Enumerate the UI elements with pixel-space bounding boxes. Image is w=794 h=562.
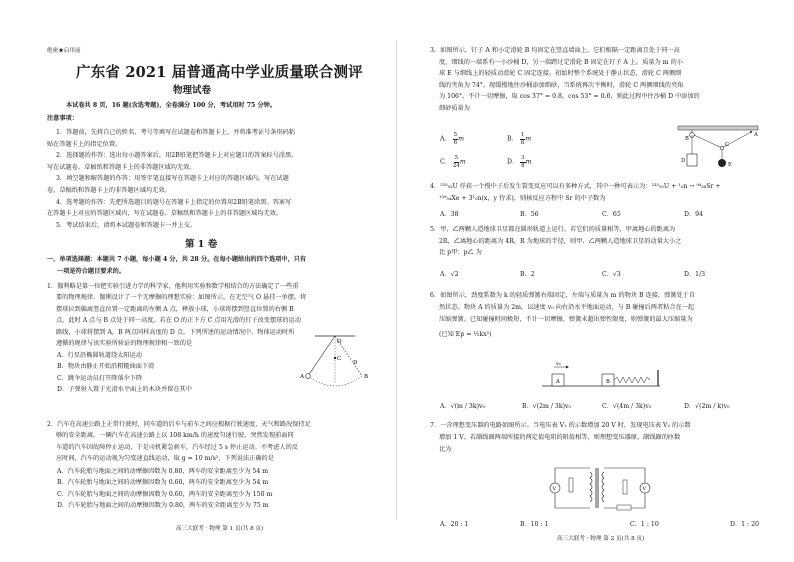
q2-choice-d: D．汽车轮胎与地面之间的动摩擦因数为 0.80，两车的安全距离至少为 75 m: [57, 502, 269, 510]
q3-choice-b-label: B．: [507, 135, 518, 143]
fraction-denominator: 8: [521, 162, 525, 169]
q4-choice-c: C．65: [602, 211, 621, 218]
q2-line: 车道的汽车因故障停止运动，于是司机紧急刹车，汽车经过 5 s 停止运动。不考虑人的反: [56, 443, 298, 451]
q3-line: 线的夹角为 74°。现缓慢地往沙桶添加细砂，当系统再次平衡时，滑轮 C 两侧细线的夹角: [439, 81, 684, 89]
q2-line: 应时间，汽车的运动视为匀变速直线运动，取 g = 10 m/s²，下列说法正确的是: [56, 455, 274, 463]
spring-block-figure: [542, 360, 662, 390]
q3-choice-a: [440, 132, 464, 146]
q4-line: 4．²³⁵₉₂U 俘获一个慢中子后发生裂变反应可以有多种方式，其中一种可表示为：²³⁵₉₂U + ¹₀n → ⁹⁴₃₈Sr +: [430, 183, 721, 190]
pendulum-label-d: D: [353, 360, 358, 366]
q5-choice-b: B．2: [520, 271, 535, 278]
q3-choice-a-label: A．: [440, 135, 451, 143]
pendulum-label-o: O: [337, 339, 342, 345]
q7-choice-d: D．1 : 20: [730, 521, 759, 528]
q5-choice-a: A．√2: [440, 271, 459, 278]
q3-choice-d-unit: m: [525, 158, 532, 166]
q6-choice-b-tail: v₀: [565, 403, 572, 410]
q6-choice-c-tail: v₀: [645, 403, 652, 410]
notice-line: 1．答题前，先将自己的姓名、考号等填写在试题卷和答题卡上，并将准考证号条形码粘: [56, 129, 296, 136]
notice-line: 写在试题卷、草稿纸和答题卡上的非答题区域均无效。: [47, 163, 196, 171]
q1-line: 遵循的规律与该实验所验证的物理规律相一致的是: [56, 340, 193, 348]
q1-choice-c: C．跳伞运动员打开降落伞下降: [57, 374, 143, 382]
fraction-numerator: 1: [520, 132, 525, 138]
q6-choice-a-label: A．: [440, 403, 451, 410]
spring-label-b: B: [606, 379, 610, 385]
q6-choice-b: [522, 403, 571, 412]
q3-line: 3．如图所示，钉子 A 和小定滑轮 B 均固定在竖直墙面上，它们相隔一定距离且处于同一高: [430, 47, 680, 54]
q6-choice-c-label: C．: [602, 403, 613, 410]
q4-line: ¹³⁹₅₄Xe + 3¹₀n(x，y 待求)，则核反应方程中 Sr 的中子数为: [439, 194, 606, 202]
q7-choice-a: A．20 : 1: [440, 521, 469, 528]
notice-heading: 注意事项：: [47, 115, 78, 122]
q3-choice-d: [507, 155, 532, 169]
q6-choice-d-tail: v₀: [723, 403, 730, 410]
q3-choice-c-fraction: [453, 155, 460, 169]
q3-line: 细砂质量为: [439, 104, 470, 112]
fraction-numerator: 5: [453, 132, 458, 138]
part-heading-line1: 一、单项选择题：本题共 7 小题，每小题 4 分，共 28 分。在每小题给出的四个选项中，只有: [47, 256, 307, 263]
q4-choice-b: B．56: [520, 211, 539, 218]
pulley-label-b: B: [685, 136, 689, 142]
confidential-label: 绝密★启用前: [47, 48, 81, 54]
q3-choice-b: [507, 132, 531, 146]
question-6-stem: [430, 290, 695, 341]
q1-line: 点，此时 A 点与 B 点处于同一高度。若在 O 的正下方 C 点用光滑的钉子改变摆球的运动: [56, 317, 301, 325]
q1-line: 要的物理规律。伽俐设计了一个无摩擦的理想实验：如图所示，在无空气 O 悬挂一单摆，将: [56, 294, 307, 302]
notice-line: 3．填空题和解答题的作答：用签字笔直接写在答题卡上对应的答题区域内，写在试题: [56, 175, 289, 183]
q7-line: 增加 1 V。若副线圈两端所接的两定值电阻的阻值相等，则理想变压器原、副线圈的匝数: [439, 433, 681, 441]
q1-line: 摆球拉到偏离竖直位置一定距离的左侧 A 点，释放小球，小球将摆到竖直位置的右侧 B: [56, 305, 294, 313]
q4-choice-a: A．38: [440, 211, 459, 218]
q6-line: 然状态。物块 A 的质量为 2m，以速度 v₀ 向右沿水平地面运动，与 B 碰撞后两者粘合在一起: [439, 303, 695, 311]
question-1-choices: [57, 350, 192, 396]
q2-line: 够的安全距离。一辆汽车在高速公路上以 108 km/h 的速度匀速行驶，突然发现前面同: [56, 432, 294, 440]
notice-line: 卷、草稿纸和答题卡上的非答题区域均无效。: [47, 186, 171, 194]
pulley-label-c: C: [725, 142, 729, 148]
q6-choice-a: [440, 403, 485, 412]
q1-choice-a: A．行星沿椭圆轨道绕太阳运动: [57, 352, 142, 359]
q6-choice-c-expr: √(4m / 3k): [612, 403, 646, 410]
q3-choice-c-label: C．: [440, 158, 451, 166]
fraction-denominator: 6: [453, 139, 458, 146]
q6-choice-b-expr: √(2m / 3k): [532, 403, 566, 410]
notice-line: 在答题卡上对应的答题区域内，写在试题卷、草稿纸和答题卡上的非答题区域均无效。: [47, 210, 283, 218]
q2-line: 2．汽车在高速公路上正常行驶时，同车道的后车与前车之间应根据行驶速度、天气和路况保持足: [47, 421, 311, 428]
q3-choice-a-unit: m: [458, 135, 464, 143]
q6-choice-c: [602, 403, 651, 412]
q5-line: 2R，乙离地心的距离为 4R，R 为地球的半径，则甲、乙两颗人造地球卫星的动量大小之: [439, 237, 682, 245]
fraction-denominator: 8: [520, 139, 525, 146]
q2-choice-c: C．汽车轮胎与地面之间的动摩擦因数为 0.60，两车的安全距离至少为 150 m: [57, 490, 273, 498]
page-footer: 高三大联考 · 物理 第 2 页(共 8 页): [557, 536, 645, 542]
pulley-figure: [672, 124, 767, 174]
transformer-figure: [545, 458, 655, 516]
q2-choice-b: B．汽车轮胎与地面之间的动摩擦因数为 0.60，两车的安全距离至少为 54 m: [57, 479, 269, 487]
q3-line: 为 106°。不计一切摩擦，取 cos 37° = 0.8，cos 53° = 0.6，则此过程中往沙桶 D 中添加的: [439, 93, 700, 101]
notice-line: 2．选择题的作答：选出每小题答案后，用2B铅笔把答题卡上对应题目的答案标号涂黑。: [56, 152, 298, 160]
q5-line: 5．甲、乙两颗人造地球卫星都在圆形轨道上运行。若它们的质量相等，甲离地心的距离为: [430, 226, 676, 233]
q1-line: 路线，小球将摆到 A，B 两点同样高度的 D 点。下列所述的运动情况中，物体运动时所: [56, 328, 295, 336]
question-5-stem: [430, 224, 681, 259]
question-3-stem: [430, 45, 700, 115]
q6-line: (已知 Ep = ½kx²): [439, 331, 492, 339]
notice-line: 4．选考题的作答：先把所选题目的题号在答题卡上指定的位置用2B铅笔涂黑。答案写: [56, 198, 292, 206]
pendulum-label-a: A: [300, 374, 304, 380]
spring-label-v0: v₀: [556, 362, 561, 367]
pendulum-label-b: B: [364, 374, 369, 380]
notice-line: 5．考试结束后，请将本试题卷和答题卡一并上交。: [56, 221, 197, 229]
question-2-stem: [47, 419, 311, 465]
q3-line: 度，细线的一端系有一小沙桶 D，另一端跨过定滑轮 B 固定在钉子 A 上。质量为 m 的小: [439, 58, 683, 66]
question-2-choices: [57, 466, 272, 512]
q3-choice-c: [440, 155, 466, 169]
q6-choice-d-label: D．: [684, 403, 696, 410]
page-footer: 高三大联考 · 物理 第 1 页(共 8 页): [176, 526, 264, 532]
q7-line: 7．一含理想变压器的电路如图所示。当电压表 V₁ 的示数增加 20 V 时，发现电压表 V₂ 的示数: [430, 422, 691, 429]
q3-choice-c-unit: m: [459, 158, 466, 166]
q6-choice-d: [684, 403, 729, 412]
q2-choice-a: A．汽车轮胎与地面之间的动摩擦因数为 0.80，两车的安全距离至少为 54 m: [57, 468, 269, 475]
q4-choice-d: D．94: [684, 211, 704, 218]
q6-choice-a-tail: v₀: [479, 403, 485, 410]
q1-line: 1．伽利略是第一位把实验引进力学的科学家，他利用实验和数学相结合的方法确定了一些重: [47, 283, 299, 290]
question-7-stem: [430, 420, 691, 455]
q7-line: 比为: [439, 445, 452, 453]
fraction-numerator: 5: [454, 155, 459, 161]
spring-label-a: A: [556, 379, 560, 385]
q6-line: 6．如图所示，劲度系数为 k 的轻质弹簧右端固定，左端与质量为 m 的物块 B 连接，弹簧处于自: [430, 292, 696, 299]
fraction-numerator: 3: [521, 155, 525, 161]
q7-choice-c: C．1 : 10: [630, 521, 659, 528]
q3-choice-d-label: D．: [507, 158, 519, 166]
pendulum-figure: [290, 334, 380, 394]
q1-choice-d: D．子弹射入置于光滑水平面上的木块并留在其中: [57, 386, 192, 394]
notice-list: [47, 127, 297, 231]
q5-choice-c: C．√3: [602, 271, 621, 278]
q5-line: 比 p甲：p乙 为: [439, 249, 482, 257]
notice-line: 贴在答题卡上的指定位置。: [47, 140, 122, 148]
q3-choice-b-unit: m: [525, 135, 532, 143]
q6-choice-b-label: B．: [522, 403, 533, 410]
question-1-stem: [47, 281, 306, 349]
voltmeter-2-label: V: [642, 486, 647, 492]
part-heading-line2: 一项是符合题目要求的。: [57, 268, 126, 275]
q3-line: 球 E 与细线上的轻质动滑轮 C 固定连接。初始时整个系统处于静止状态，滑轮 C 两侧细: [439, 70, 682, 78]
q5-choice-d: D．1/3: [684, 271, 706, 278]
q7-choice-b: B．10 : 1: [520, 521, 549, 528]
pulley-label-d: D: [681, 158, 686, 164]
fraction-denominator: 24: [452, 162, 460, 169]
section-title: 第 1 卷: [185, 239, 218, 250]
page-2: [397, 0, 794, 562]
q6-choice-a-expr: √(m / 3k): [450, 403, 479, 410]
q6-choice-d-expr: √(2m / k): [695, 403, 724, 410]
q1-choice-b: B．物块由静止开始沿粗糙曲面下滑: [57, 363, 155, 371]
exam-intro: 本试卷共 8 页，16 题(含选考题)，全卷满分 100 分，考试用时 75 分钟。: [66, 102, 277, 109]
question-4-stem: [430, 181, 721, 204]
pendulum-label-c: C: [337, 356, 342, 362]
voltmeter-1-label: V: [552, 486, 557, 492]
pulley-label-a: A: [754, 132, 758, 138]
pulley-label-e: E: [728, 162, 732, 168]
exam-subtitle: 物理试卷: [173, 85, 212, 96]
exam-title: 广东省 2021 届普通高中学业质量联合测评: [76, 64, 363, 81]
q6-line: 压缩弹簧。已知碰撞时间极短，不计一切摩擦，弹簧未超出弹性限度，则弹簧的最大压缩量为: [439, 315, 693, 323]
